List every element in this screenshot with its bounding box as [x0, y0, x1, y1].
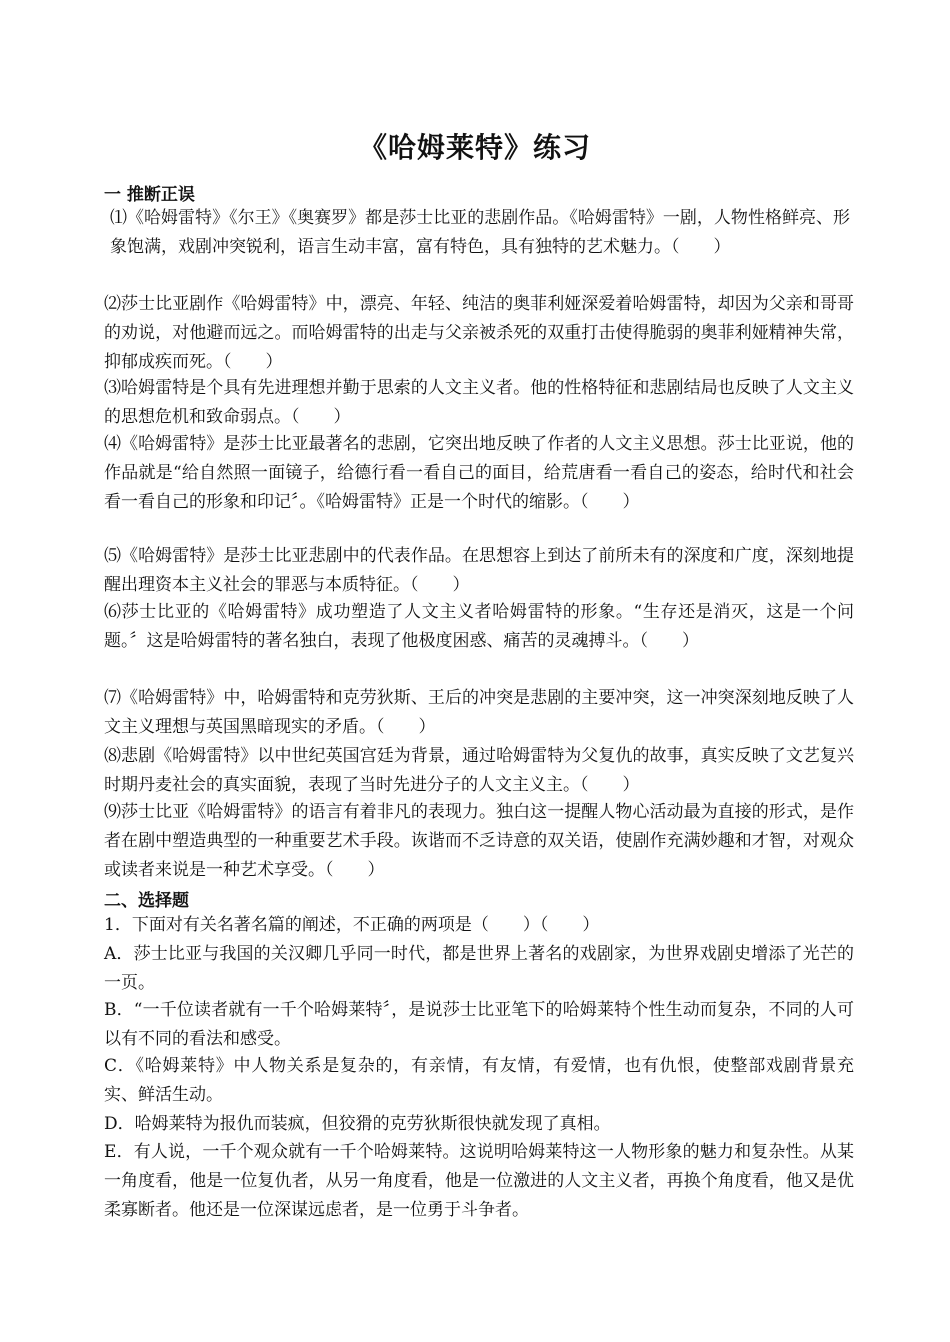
judgement-item-1: ⑴《哈姆雷特》《尔王》《奥赛罗》都是莎士比亚的悲剧作品。《哈姆雷特》一剧，人物性格鲜亮、形象饱满，戏剧冲突锐利，语言生动丰富，富有特色，具有独特的艺术魅力。（ ）: [110, 208, 850, 257]
choice-option-c: C．《哈姆莱特》中人物关系是复杂的，有亲情，有友情，有爱情，也有仇恨，使整部戏剧背景充实、鲜活生动。: [104, 1056, 854, 1105]
judgement-item-9: ⑼莎士比亚《哈姆雷特》的语言有着非凡的表现力。独白这一提醒人物心活动最为直接的形式，是作者在剧中塑造典型的一种重要艺术手段。诙谐而不乏诗意的双关语，使剧作充满妙趣和才智，对观众或读者来说是一种艺术享受。（ ）: [104, 802, 854, 880]
judgement-item-7: ⑺《哈姆雷特》中，哈姆雷特和克劳狄斯、王后的冲突是悲剧的主要冲突，这一冲突深刻地反映了人文主义理想与英国黑暗现实的矛盾。（ ）: [104, 688, 854, 737]
judgement-item-4: ⑷《哈姆雷特》是莎士比亚最著名的悲剧，它突出地反映了作者的人文主义思想。莎士比亚说，他的作品就是“给自然照一面镜子，给德行看一看自己的面目，给荒唐看一看自己的姿态，给时代和社会看一看自己的形象和印记〞。《哈姆雷特》正是一个时代的缩影。（ ）: [104, 434, 854, 512]
judgement-item-5: ⑸《哈姆雷特》是莎士比亚悲剧中的代表作品。在思想容上到达了前所未有的深度和广度，深刻地提醒出理资本主义社会的罪恶与本质特征。（ ）: [104, 546, 854, 595]
judgement-item-2: ⑵莎士比亚剧作《哈姆雷特》中，漂亮、年轻、纯洁的奥菲利娅深爱着哈姆雷特，却因为父亲和哥哥的劝说，对他避而远之。而哈姆雷特的出走与父亲被杀死的双重打击使得脆弱的奥菲利娅精神失常，抑郁成疾而死。（ ）: [104, 294, 854, 372]
choice-option-d: D．哈姆莱特为报仇而装疯，但狡猾的克劳狄斯很快就发现了真相。: [104, 1114, 611, 1134]
choice-option-e: E．有人说，一千个观众就有一千个哈姆莱特。这说明哈姆莱特这一人物形象的魅力和复杂性。从某一角度看，他是一位复仇者，从另一角度看，他是一位激进的人文主义者，再换个角度看，他又是优柔寡断者。他还是一位深谋远虑者，是一位勇于斗争者。: [104, 1142, 854, 1220]
section-heading-choice: 二、选择题: [104, 891, 189, 911]
choice-option-b: B．“一千位读者就有一千个哈姆莱特〞，是说莎士比亚笔下的哈姆莱特个性生动而复杂，不同的人可以有不同的看法和感受。: [104, 1000, 854, 1049]
choice-question-1: 1．下面对有关名著名篇的阐述，不正确的两项是（ ）（ ）: [104, 915, 600, 935]
choice-option-a: A．莎士比亚与我国的关汉卿几乎同一时代，都是世界上著名的戏剧家，为世界戏剧史增添了光芒的一页。: [104, 944, 854, 993]
section-heading-judgement: 一 推断正误: [104, 185, 195, 205]
judgement-item-8: ⑻悲剧《哈姆雷特》以中世纪英国宫廷为背景，通过哈姆雷特为父复仇的故事，真实反映了文艺复兴时期丹麦社会的真实面貌，表现了当时先进分子的人文主义主。（ ）: [104, 746, 854, 795]
judgement-item-6: ⑹莎士比亚的《哈姆雷特》成功塑造了人文主义者哈姆雷特的形象。“生存还是消灭，这是一个问题。〞这是哈姆雷特的著名独白，表现了他极度困惑、痛苦的灵魂搏斗。（ ）: [104, 602, 854, 651]
judgement-item-3: ⑶哈姆雷特是个具有先进理想并勤于思索的人文主义者。他的性格特征和悲剧结局也反映了人文主义的思想危机和致命弱点。（ ）: [104, 378, 854, 427]
page-title: 《哈姆莱特》练习: [358, 131, 591, 164]
